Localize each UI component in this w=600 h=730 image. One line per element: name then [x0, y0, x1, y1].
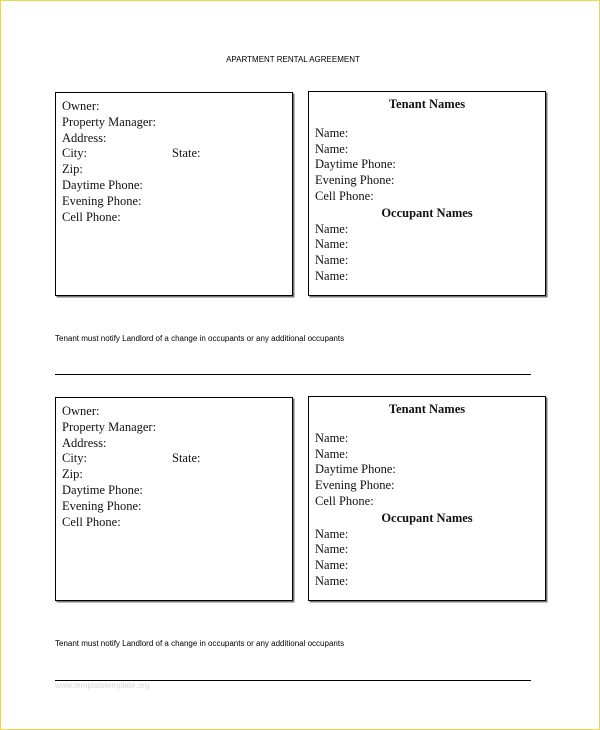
- occupant-notice: Tenant must notify Landlord of a change in occupants or any additional occupants: [55, 639, 345, 648]
- occupant-name-label: Name:: [315, 526, 349, 541]
- city-label: City:: [62, 451, 88, 466]
- cell-phone-label: Cell Phone:: [62, 514, 121, 529]
- state-label: State:: [172, 451, 201, 466]
- city-state-row: [62, 451, 292, 467]
- occupant-notice: Tenant must notify Landlord of a change in occupants or any additional occupants: [55, 334, 345, 343]
- occupant-name-label: Name:: [315, 221, 349, 236]
- evening-phone-label: Evening Phone:: [62, 193, 142, 208]
- tenant-name-label: Name:: [315, 141, 349, 156]
- tenant-info-box: [308, 91, 546, 296]
- tenant-evening-phone-label: Evening Phone:: [315, 478, 395, 493]
- address-label: Address:: [62, 435, 107, 450]
- tenant-cell-phone-label: Cell Phone:: [315, 493, 374, 508]
- tenant-cell-phone-label: Cell Phone:: [315, 188, 374, 203]
- owner-label: Owner:: [62, 404, 100, 418]
- zip-label: Zip:: [62, 162, 83, 177]
- city-state-row: [62, 146, 292, 162]
- zip-label: Zip:: [62, 467, 83, 482]
- daytime-phone-label: Daytime Phone:: [62, 177, 143, 192]
- tenant-info-box: [308, 396, 546, 601]
- occupant-name-label: Name:: [315, 573, 349, 588]
- evening-phone-label: Evening Phone:: [62, 498, 142, 513]
- tenant-names-heading: Tenant Names: [388, 402, 466, 416]
- owner-label: Owner:: [62, 99, 100, 113]
- owner-info-box: [55, 397, 293, 601]
- tenant-daytime-phone-label: Daytime Phone:: [315, 462, 396, 477]
- document-title: APARTMENT RENTAL AGREEMENT: [226, 55, 360, 64]
- watermark-text: www.templatetemplate.org: [55, 681, 150, 690]
- tenant-daytime-phone-label: Daytime Phone:: [315, 157, 396, 172]
- occupant-name-label: Name:: [315, 253, 349, 268]
- occupant-names-heading: Occupant Names: [381, 205, 473, 220]
- tenant-name-label: Name:: [315, 446, 349, 461]
- tenant-names-heading: Tenant Names: [388, 97, 466, 111]
- occupant-names-heading: Occupant Names: [381, 510, 473, 525]
- city-label: City:: [62, 146, 88, 161]
- address-label: Address:: [62, 130, 107, 145]
- signature-line: [55, 374, 531, 375]
- occupant-name-label: Name:: [315, 542, 349, 557]
- tenant-name-label: Name:: [315, 430, 349, 445]
- daytime-phone-label: Daytime Phone:: [62, 482, 143, 497]
- owner-info-box: [55, 92, 293, 296]
- tenant-name-label: Name:: [315, 125, 349, 140]
- cell-phone-label: Cell Phone:: [62, 209, 121, 224]
- occupant-name-label: Name:: [315, 237, 349, 252]
- occupant-name-label: Name:: [315, 558, 349, 573]
- property-manager-label: Property Manager:: [62, 419, 157, 434]
- property-manager-label: Property Manager:: [62, 114, 157, 129]
- tenant-evening-phone-label: Evening Phone:: [315, 173, 395, 188]
- occupant-name-label: Name:: [315, 268, 349, 283]
- state-label: State:: [172, 146, 201, 161]
